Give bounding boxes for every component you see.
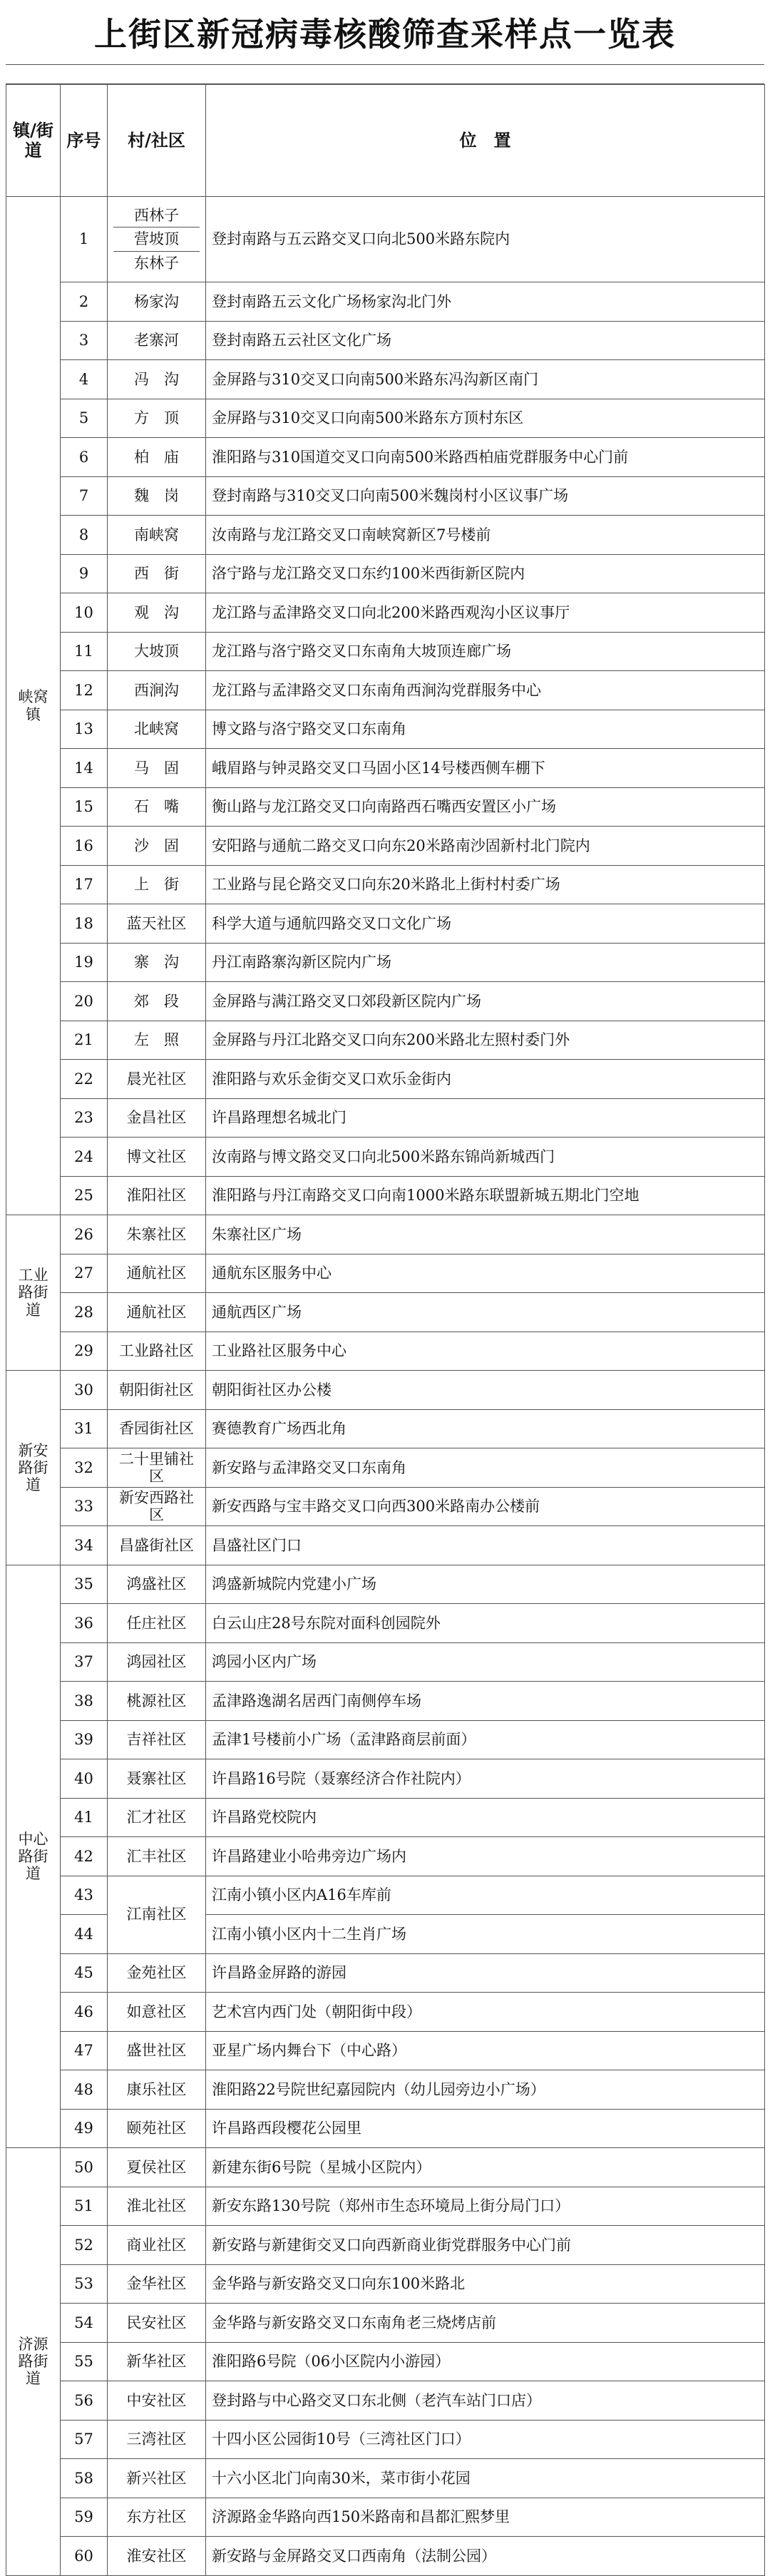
- location-cell: 金华路与新安路交叉口向东100米路北: [206, 2264, 765, 2304]
- town-cell: 中心路街道: [6, 1565, 61, 2148]
- village-cell: 鸿盛社区: [108, 1565, 206, 1604]
- location-cell: 登封南路五云社区文化广场: [206, 321, 765, 360]
- village-cell: 郊 段: [108, 982, 206, 1021]
- seq-cell: 42: [61, 1837, 108, 1876]
- table-row: [6, 710, 765, 749]
- location-cell: 淮阳路与欢乐金街交叉口欢乐金街内: [206, 1060, 765, 1099]
- village-cell: 新安西路社区: [108, 1487, 206, 1526]
- table-row: [6, 2187, 765, 2226]
- village-cell: 东方社区: [108, 2498, 206, 2537]
- location-cell: 金屏路与丹江北路交叉口向东200米路北左照村委门外: [206, 1021, 765, 1060]
- village-cell: 观 沟: [108, 593, 206, 633]
- village-cell: 桃源社区: [108, 1682, 206, 1721]
- table-row: [6, 1487, 765, 1526]
- table-row: [6, 1798, 765, 1837]
- location-cell: 新安西路与宝丰路交叉口向西300米路南办公楼前: [206, 1487, 765, 1526]
- village-cell: 通航社区: [108, 1254, 206, 1293]
- seq-cell: 31: [61, 1409, 108, 1448]
- seq-cell: 21: [61, 1021, 108, 1060]
- table-row: [6, 1021, 765, 1060]
- village-cell: 沙 固: [108, 827, 206, 866]
- seq-cell: 29: [61, 1332, 108, 1371]
- table-row: [6, 865, 765, 904]
- village-cell: 颐苑社区: [108, 2109, 206, 2148]
- village-cell: 晨光社区: [108, 1060, 206, 1099]
- seq-cell: 52: [61, 2226, 108, 2265]
- location-cell: 工业路与昆仑路交叉口向东20米路北上街村村委广场: [206, 865, 765, 904]
- location-cell: 淮阳路与310国道交叉口向南500米路西柏庙党群服务中心门前: [206, 438, 765, 477]
- table-row: [6, 593, 765, 633]
- village-cell: 汇丰社区: [108, 1837, 206, 1876]
- location-cell: 江南小镇小区内十二生肖广场: [206, 1915, 765, 1954]
- town-cell: 工业路街道: [6, 1215, 61, 1371]
- location-cell: 赛德教育广场西北角: [206, 1409, 765, 1448]
- village-cell: 吉祥社区: [108, 1720, 206, 1759]
- table-row: [6, 1176, 765, 1215]
- seq-cell: 18: [61, 904, 108, 944]
- village-cell: 如意社区: [108, 1993, 206, 2032]
- location-cell: 新建东街6号院（星城小区院内）: [206, 2148, 765, 2187]
- seq-cell: 53: [61, 2264, 108, 2304]
- table-row: [6, 321, 765, 360]
- table-row: [6, 1604, 765, 1643]
- village-cell: 新华社区: [108, 2342, 206, 2381]
- table-row: [6, 554, 765, 593]
- table-row: [6, 1371, 765, 1410]
- village-cell: 二十里铺社区: [108, 1448, 206, 1488]
- seq-cell: 58: [61, 2459, 108, 2498]
- village-cell: 金华社区: [108, 2264, 206, 2304]
- village-cell: 中安社区: [108, 2381, 206, 2421]
- seq-cell: 32: [61, 1448, 108, 1488]
- location-cell: 龙江路与孟津路交叉口向北200米路西观沟小区议事厅: [206, 593, 765, 633]
- location-cell: 安阳路与通航二路交叉口向东20米路南沙固新村北门院内: [206, 827, 765, 866]
- seq-cell: 19: [61, 943, 108, 982]
- village-cell: 上 街: [108, 865, 206, 904]
- header-location: 位 置: [206, 85, 765, 197]
- village-cell: 新兴社区: [108, 2459, 206, 2498]
- village-cell: 金昌社区: [108, 1098, 206, 1138]
- location-cell: 汝南路与龙江路交叉口南峡窝新区7号楼前: [206, 516, 765, 555]
- village-cell: 江南社区: [108, 1876, 206, 1953]
- location-cell: 登封路与中心路交叉口东北侧（老汽车站门口店）: [206, 2381, 765, 2421]
- header-seq: 序号: [61, 85, 108, 197]
- seq-cell: 30: [61, 1371, 108, 1410]
- seq-cell: 50: [61, 2148, 108, 2187]
- seq-cell: 11: [61, 632, 108, 671]
- header-village: 村/社区: [108, 85, 206, 197]
- seq-cell: 14: [61, 749, 108, 788]
- title-divider: [6, 64, 764, 84]
- village-cell: 任庄社区: [108, 1604, 206, 1643]
- location-cell: 峨眉路与钟灵路交叉口马固小区14号楼西侧车棚下: [206, 749, 765, 788]
- table-row: [6, 1565, 765, 1604]
- table-row: [6, 197, 765, 282]
- village-cell: 蓝天社区: [108, 904, 206, 944]
- village-cell: 香园街社区: [108, 1409, 206, 1448]
- village-cell: 淮阳社区: [108, 1176, 206, 1215]
- seq-cell: 12: [61, 671, 108, 710]
- table-row: [6, 2264, 765, 2304]
- table-row: [6, 1876, 765, 1915]
- location-cell: 淮阳路22号院世纪嘉园院内（幼儿园旁边小广场）: [206, 2070, 765, 2110]
- seq-cell: 59: [61, 2498, 108, 2537]
- village-cell: 商业社区: [108, 2226, 206, 2265]
- table-row: [6, 1254, 765, 1293]
- location-cell: 十四小区公园街10号（三湾社区门口）: [206, 2420, 765, 2459]
- seq-cell: 39: [61, 1720, 108, 1759]
- seq-cell: 8: [61, 516, 108, 555]
- location-cell: 金屏路与满江路交叉口郊段新区院内广场: [206, 982, 765, 1021]
- table-row: [6, 2070, 765, 2110]
- seq-cell: 10: [61, 593, 108, 633]
- table-row: [6, 399, 765, 438]
- location-cell: 亚星广场内舞台下（中心路）: [206, 2031, 765, 2070]
- table-row: [6, 1526, 765, 1565]
- table-row: [6, 2109, 765, 2148]
- village-name: 东林子: [113, 251, 200, 275]
- seq-cell: 1: [61, 197, 108, 282]
- location-cell: 新安路与金屏路交叉口西南角（法制公园）: [206, 2537, 765, 2576]
- village-cell: 博文社区: [108, 1138, 206, 1177]
- table-row: [6, 360, 765, 399]
- location-cell: 鸿园小区内广场: [206, 1642, 765, 1682]
- village-name: 营坡顶: [113, 227, 200, 250]
- location-cell: 许昌路理想名城北门: [206, 1098, 765, 1138]
- village-cell: 石 嘴: [108, 787, 206, 827]
- seq-cell: 46: [61, 1993, 108, 2032]
- village-cell: 淮北社区: [108, 2187, 206, 2226]
- seq-cell: 28: [61, 1293, 108, 1332]
- village-cell: 方 顶: [108, 399, 206, 438]
- village-cell: 工业路社区: [108, 1332, 206, 1371]
- table-row: [6, 2537, 765, 2576]
- seq-cell: 38: [61, 1682, 108, 1721]
- location-cell: 许昌路16号院（聂寨经济合作社院内）: [206, 1759, 765, 1799]
- seq-cell: 33: [61, 1487, 108, 1526]
- town-cell: 峡窝镇: [6, 197, 61, 1215]
- seq-cell: 6: [61, 438, 108, 477]
- location-cell: 淮阳路6号院（06小区院内小游园）: [206, 2342, 765, 2381]
- seq-cell: 26: [61, 1215, 108, 1254]
- seq-cell: 16: [61, 827, 108, 866]
- village-name: 西林子: [134, 207, 179, 225]
- location-cell: 江南小镇小区内A16车库前: [206, 1876, 765, 1915]
- table-row: [6, 982, 765, 1021]
- seq-cell: 34: [61, 1526, 108, 1565]
- seq-cell: 5: [61, 399, 108, 438]
- table-row: [6, 827, 765, 866]
- seq-cell: 13: [61, 710, 108, 749]
- location-cell: 朱寨社区广场: [206, 1215, 765, 1254]
- village-cell: 鸿园社区: [108, 1642, 206, 1682]
- location-cell: 淮阳路与丹江南路交叉口向南1000米路东联盟新城五期北门空地: [206, 1176, 765, 1215]
- village-cell: 柏 庙: [108, 438, 206, 477]
- table-header-row: [6, 85, 765, 197]
- table-row: [6, 1720, 765, 1759]
- seq-cell: 24: [61, 1138, 108, 1177]
- location-cell: 登封南路与五云路交叉口向北500米路东院内: [206, 197, 765, 282]
- table-row: [6, 2031, 765, 2070]
- location-cell: 丹江南路寨沟新区院内广场: [206, 943, 765, 982]
- seq-cell: 45: [61, 1953, 108, 1993]
- table-row: [6, 671, 765, 710]
- location-cell: 洛宁路与龙江路交叉口东约100米西街新区院内: [206, 554, 765, 593]
- seq-cell: 7: [61, 476, 108, 516]
- town-cell: 济源路街道: [6, 2148, 61, 2576]
- seq-cell: 60: [61, 2537, 108, 2576]
- table-row: [6, 476, 765, 516]
- seq-cell: 41: [61, 1798, 108, 1837]
- seq-cell: 43: [61, 1876, 108, 1915]
- location-cell: 孟津1号楼前小广场（孟津路商层前面）: [206, 1720, 765, 1759]
- village-cell: 西 街: [108, 554, 206, 593]
- location-cell: 白云山庄28号东院对面科创园院外: [206, 1604, 765, 1643]
- location-cell: 十六小区北门向南30米，菜市街小花园: [206, 2459, 765, 2498]
- table-row: [6, 1138, 765, 1177]
- table-row: [6, 2459, 765, 2498]
- location-cell: 科学大道与通航四路交叉口文化广场: [206, 904, 765, 944]
- village-cell: 西涧沟: [108, 671, 206, 710]
- village-cell: 杨家沟: [108, 282, 206, 322]
- table-row: [6, 749, 765, 788]
- seq-cell: 23: [61, 1098, 108, 1138]
- seq-cell: 47: [61, 2031, 108, 2070]
- table-row: [6, 1098, 765, 1138]
- location-cell: 新安东路130号院（郑州市生态环境局上街分局门口）: [206, 2187, 765, 2226]
- location-cell: 新安路与新建街交叉口向西新商业街党群服务中心门前: [206, 2226, 765, 2265]
- location-cell: 朝阳街社区办公楼: [206, 1371, 765, 1410]
- village-cell: 民安社区: [108, 2304, 206, 2343]
- seq-cell: 15: [61, 787, 108, 827]
- town-cell: 新安路街道: [6, 1371, 61, 1565]
- seq-cell: 54: [61, 2304, 108, 2343]
- seq-cell: 36: [61, 1604, 108, 1643]
- seq-cell: 56: [61, 2381, 108, 2421]
- table-row: [6, 1215, 765, 1254]
- village-cell: 北峡窝: [108, 710, 206, 749]
- village-cell: 聂寨社区: [108, 1759, 206, 1799]
- location-cell: 工业路社区服务中心: [206, 1332, 765, 1371]
- table-body: [6, 197, 765, 2576]
- seq-cell: 44: [61, 1915, 108, 1954]
- table-row: [6, 2342, 765, 2381]
- village-cell: 通航社区: [108, 1293, 206, 1332]
- seq-cell: 4: [61, 360, 108, 399]
- location-cell: 许昌路西段樱花公园里: [206, 2109, 765, 2148]
- location-cell: 汝南路与博文路交叉口向北500米路东锦尚新城西门: [206, 1138, 765, 1177]
- location-cell: 登封南路五云文化广场杨家沟北门外: [206, 282, 765, 322]
- table-row: [6, 2420, 765, 2459]
- village-cell: 康乐社区: [108, 2070, 206, 2110]
- location-cell: 孟津路逸湖名居西门南侧停车场: [206, 1682, 765, 1721]
- table-row: [6, 1682, 765, 1721]
- table-row: [6, 1448, 765, 1488]
- village-cell: 左 照: [108, 1021, 206, 1060]
- location-cell: 许昌路党校院内: [206, 1798, 765, 1837]
- village-cell: 金苑社区: [108, 1953, 206, 1993]
- seq-cell: 9: [61, 554, 108, 593]
- village-cell: 昌盛街社区: [108, 1526, 206, 1565]
- village-cell: 老寨河: [108, 321, 206, 360]
- table-row: [6, 1837, 765, 1876]
- location-cell: 新安路与孟津路交叉口东南角: [206, 1448, 765, 1488]
- village-cell: 朝阳街社区: [108, 1371, 206, 1410]
- table-row: [6, 2226, 765, 2265]
- table-row: [6, 438, 765, 477]
- village-cell: 马 固: [108, 749, 206, 788]
- location-cell: 艺术宫内西门处（朝阳街中段）: [206, 1993, 765, 2032]
- location-cell: 许昌路金屏路的游园: [206, 1953, 765, 1993]
- village-cell: [108, 197, 206, 282]
- village-cell: 淮安社区: [108, 2537, 206, 2576]
- location-cell: 通航东区服务中心: [206, 1254, 765, 1293]
- seq-cell: 25: [61, 1176, 108, 1215]
- seq-cell: 3: [61, 321, 108, 360]
- village-cell: 寨 沟: [108, 943, 206, 982]
- seq-cell: 40: [61, 1759, 108, 1799]
- village-cell: 三湾社区: [108, 2420, 206, 2459]
- seq-cell: 37: [61, 1642, 108, 1682]
- table-row: [6, 2148, 765, 2187]
- seq-cell: 2: [61, 282, 108, 322]
- location-cell: 鸿盛新城院内党建小广场: [206, 1565, 765, 1604]
- seq-cell: 17: [61, 865, 108, 904]
- seq-cell: 20: [61, 982, 108, 1021]
- table-row: [6, 1060, 765, 1099]
- table-row: [6, 1642, 765, 1682]
- village-cell: 南峡窝: [108, 516, 206, 555]
- table-row: [6, 282, 765, 322]
- table-row: [6, 1993, 765, 2032]
- village-cell: 盛世社区: [108, 2031, 206, 2070]
- table-row: [6, 1332, 765, 1371]
- table-row: [6, 943, 765, 982]
- table-row: [6, 2381, 765, 2421]
- location-cell: 济源路金华路向西150米路南和昌都汇熙梦里: [206, 2498, 765, 2537]
- table-row: [6, 1759, 765, 1799]
- seq-cell: 22: [61, 1060, 108, 1099]
- location-cell: 许昌路建业小哈弗旁边广场内: [206, 1837, 765, 1876]
- table-row: [6, 1953, 765, 1993]
- location-cell: 金屏路与310交叉口向南500米路东冯沟新区南门: [206, 360, 765, 399]
- seq-cell: 27: [61, 1254, 108, 1293]
- table-row: [6, 516, 765, 555]
- village-cell: 夏侯社区: [108, 2148, 206, 2187]
- seq-cell: 51: [61, 2187, 108, 2226]
- location-cell: 博文路与洛宁路交叉口东南角: [206, 710, 765, 749]
- table-row: [6, 1293, 765, 1332]
- sampling-sites-table: [6, 84, 765, 2576]
- table-row: [6, 632, 765, 671]
- location-cell: 金屏路与310交叉口向南500米路东方顶村东区: [206, 399, 765, 438]
- village-cell: 冯 沟: [108, 360, 206, 399]
- table-row: [6, 2304, 765, 2343]
- table-row: [6, 1409, 765, 1448]
- village-cell: 大坡顶: [108, 632, 206, 671]
- location-cell: 龙江路与洛宁路交叉口东南角大坡顶连廊广场: [206, 632, 765, 671]
- seq-cell: 48: [61, 2070, 108, 2110]
- table-row: [6, 2498, 765, 2537]
- seq-cell: 49: [61, 2109, 108, 2148]
- seq-cell: 57: [61, 2420, 108, 2459]
- header-town: 镇/街道: [6, 85, 61, 197]
- location-cell: 衡山路与龙江路交叉口向南路西石嘴西安置区小广场: [206, 787, 765, 827]
- page-title: 上街区新冠病毒核酸筛查采样点一览表: [94, 15, 676, 53]
- village-cell: 汇才社区: [108, 1798, 206, 1837]
- location-cell: 金华路与新安路交叉口东南角老三烧烤店前: [206, 2304, 765, 2343]
- village-cell: 魏 岗: [108, 476, 206, 516]
- seq-cell: 55: [61, 2342, 108, 2381]
- village-cell: 朱寨社区: [108, 1215, 206, 1254]
- table-row: [6, 787, 765, 827]
- seq-cell: 35: [61, 1565, 108, 1604]
- location-cell: 通航西区广场: [206, 1293, 765, 1332]
- location-cell: 昌盛社区门口: [206, 1526, 765, 1565]
- table-row: [6, 904, 765, 944]
- location-cell: 登封南路与310交叉口向南500米魏岗村小区议事广场: [206, 476, 765, 516]
- location-cell: 龙江路与孟津路交叉口东南角西涧沟党群服务中心: [206, 671, 765, 710]
